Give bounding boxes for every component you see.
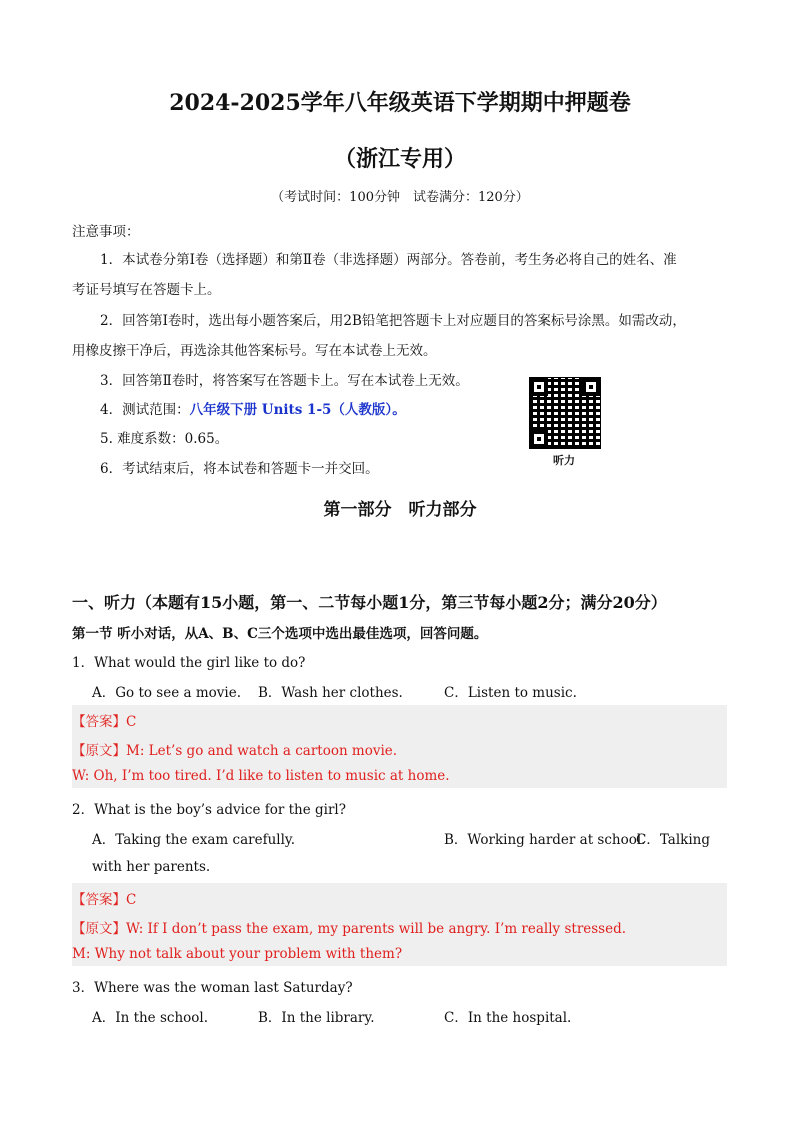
notice-item-6: 6．考试结束后，将本试卷和答题卡一并交回。 — [100, 461, 379, 477]
notice-item-5: 5. 难度系数：0.65。 — [100, 431, 229, 447]
q1-transcript-line-2: W: Oh, I’m too tired. I’d like to listen to music at home. — [72, 768, 450, 784]
q1-option-b: B．Wash her clothes. — [258, 685, 403, 701]
q1-option-c: C．Listen to music. — [444, 685, 577, 701]
q3-option-c: C．In the hospital. — [444, 1010, 572, 1026]
test-scope: 八年级下册 Units 1-5（人教版） — [189, 402, 393, 418]
q2-answer: 【答案】C — [72, 892, 137, 908]
q2-option-a: A．Taking the exam carefully. — [92, 832, 296, 848]
notice-item-2-line-2: 用橡皮擦干净后，再选涂其他答案标号。写在本试卷上无效。 — [72, 343, 437, 359]
q1-transcript-line-1: 【原文】M: Let’s go and watch a cartoon movie. — [72, 743, 398, 759]
qr-code-label: 听力 — [553, 454, 575, 467]
q2-transcript-line-1: 【原文】W: If I don’t pass the exam, my parents will be angry. I’m really stressed. — [72, 921, 627, 937]
notice-item-1-line-2: 考证号填写在答题卡上。 — [72, 282, 221, 298]
listening-heading: 一、听力（本题有15小题，第一、二节每小题1分，第三节每小题2分；满分20分） — [72, 593, 667, 612]
q2-option-c-continued: with her parents. — [92, 859, 211, 875]
notice-item-1-line-1: 1．本试卷分第Ⅰ卷（选择题）和第Ⅱ卷（非选择题）两部分。答卷前，考生务必将自己的姓名、准 — [100, 252, 677, 268]
part-1-title: 第一部分 听力部分 — [323, 500, 477, 520]
q2-option-b: B．Working harder at school. — [444, 832, 646, 848]
q1-option-a: A．Go to see a movie. — [92, 685, 241, 701]
exam-subtitle: （浙江专用） — [333, 146, 466, 172]
question-2: 2．What is the boy’s advice for the girl? — [72, 802, 346, 818]
exam-title: 2024-2025学年八年级英语下学期期中押题卷 — [169, 90, 631, 116]
question-3: 3．Where was the woman last Saturday? — [72, 980, 353, 996]
notice-heading: 注意事项： — [72, 224, 140, 240]
notice-item-3: 3．回答第Ⅱ卷时，将答案写在答题卡上。写在本试卷上无效。 — [100, 373, 469, 389]
exam-time-score: （考试时间：100分钟 试卷满分：120分） — [271, 190, 529, 205]
qr-code-icon[interactable] — [530, 378, 600, 448]
question-1: 1．What would the girl like to do? — [72, 655, 306, 671]
notice-item-2-line-1: 2．回答第Ⅰ卷时，选出每小题答案后，用2B铅笔把答题卡上对应题目的答案标号涂黑。如需改动， — [100, 313, 686, 329]
q3-option-a: A．In the school. — [92, 1010, 209, 1026]
q2-option-c: C．Talking — [636, 832, 710, 848]
q2-transcript-line-2: M: Why not talk about your problem with them? — [72, 946, 403, 962]
q1-answer: 【答案】C — [72, 714, 137, 730]
q3-option-b: B．In the library. — [258, 1010, 375, 1026]
notice-item-4 — [100, 398, 406, 418]
notice-item-4-suffix: 。 — [392, 402, 406, 418]
section-1-instructions: 第一节 听小对话，从A、B、C三个选项中选出最佳选项，回答问题。 — [72, 626, 488, 642]
notice-item-4-prefix: 4．测试范围： — [100, 402, 190, 418]
